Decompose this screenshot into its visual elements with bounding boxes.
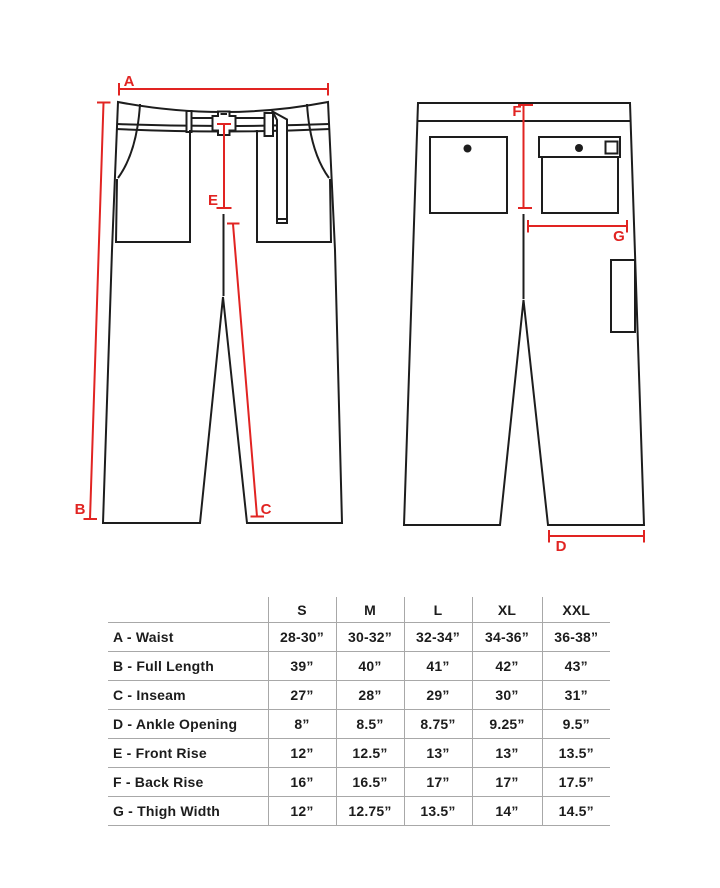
cell: 34-36”	[472, 623, 542, 652]
cell: 14.5”	[542, 797, 610, 826]
back-pocket-right-body	[542, 157, 618, 213]
cell: 30”	[472, 681, 542, 710]
cell: 17.5”	[542, 768, 610, 797]
corner-cell	[108, 597, 268, 623]
cell: 13.5”	[404, 797, 472, 826]
flap-square-detail	[606, 142, 618, 154]
snap-button-left	[464, 145, 472, 153]
row-label: C - Inseam	[113, 687, 186, 703]
table-row-full-length	[108, 652, 610, 681]
cell: 12.75”	[336, 797, 404, 826]
size-chart-header-row	[108, 597, 610, 623]
dim-label-E: E	[207, 192, 219, 209]
dim-line-E-front-rise	[217, 124, 232, 208]
table-row-inseam	[108, 681, 610, 710]
front-patch-pocket-right	[257, 130, 331, 242]
dim-line-A-waist	[119, 83, 328, 96]
cell: 13”	[404, 739, 472, 768]
cell: 39”	[268, 652, 336, 681]
front-patch-pocket-left	[116, 130, 190, 242]
back-view	[404, 103, 644, 555]
row-label: D - Ankle Opening	[113, 716, 238, 732]
cell: 12”	[268, 797, 336, 826]
belt-strap	[273, 112, 288, 224]
cell: 9.25”	[472, 710, 542, 739]
row-label: F - Back Rise	[113, 774, 204, 790]
front-pants-outline	[103, 102, 342, 523]
belt-keeper-left	[187, 111, 192, 132]
column-header-m: M	[336, 597, 404, 623]
dim-label-G: G	[613, 228, 625, 245]
column-header-s: S	[268, 597, 336, 623]
dim-label-C: C	[260, 501, 272, 518]
column-header-l: L	[404, 597, 472, 623]
dim-label-A: A	[123, 73, 135, 90]
dim-label-B: B	[74, 501, 86, 518]
cell: 30-32”	[336, 623, 404, 652]
cell: 14”	[472, 797, 542, 826]
front-pocket-curve-left	[118, 104, 140, 178]
cell: 12”	[268, 739, 336, 768]
front-view	[75, 73, 342, 523]
belt-keeper-right	[265, 113, 274, 136]
cell: 29”	[404, 681, 472, 710]
row-label: A - Waist	[113, 629, 174, 645]
cell: 28”	[336, 681, 404, 710]
cell: 9.5”	[542, 710, 610, 739]
cell: 17”	[472, 768, 542, 797]
cell: 16”	[268, 768, 336, 797]
cell: 13”	[472, 739, 542, 768]
front-pocket-curve-right	[307, 104, 329, 178]
cell: 40”	[336, 652, 404, 681]
table-row-back-rise	[108, 768, 610, 797]
dim-line-C-inseam	[227, 224, 264, 517]
cell: 41”	[404, 652, 472, 681]
cell: 17”	[404, 768, 472, 797]
table-row-front-rise	[108, 739, 610, 768]
table-row-thigh-width	[108, 797, 610, 826]
dim-line-B-full-length	[84, 103, 111, 520]
cell: 43”	[542, 652, 610, 681]
row-label: B - Full Length	[113, 658, 214, 674]
row-label: E - Front Rise	[113, 745, 207, 761]
cell: 13.5”	[542, 739, 610, 768]
dim-label-D: D	[555, 538, 567, 555]
size-chart-table	[108, 597, 610, 826]
cell: 12.5”	[336, 739, 404, 768]
cell: 8”	[268, 710, 336, 739]
cell: 16.5”	[336, 768, 404, 797]
cell: 28-30”	[268, 623, 336, 652]
column-header-xxl: XXL	[542, 597, 610, 623]
dim-label-F: F	[512, 103, 522, 120]
cell: 8.5”	[336, 710, 404, 739]
side-cargo-pocket	[611, 260, 635, 332]
cell: 32-34”	[404, 623, 472, 652]
row-label: G - Thigh Width	[113, 803, 221, 819]
column-header-xl: XL	[472, 597, 542, 623]
dim-line-G-thigh-width	[528, 220, 627, 233]
table-row-waist	[108, 623, 610, 652]
cell: 27”	[268, 681, 336, 710]
table-row-ankle-opening	[108, 710, 610, 739]
cell: 31”	[542, 681, 610, 710]
cell: 36-38”	[542, 623, 610, 652]
cell: 42”	[472, 652, 542, 681]
cell: 8.75”	[404, 710, 472, 739]
snap-button-right	[575, 144, 583, 152]
